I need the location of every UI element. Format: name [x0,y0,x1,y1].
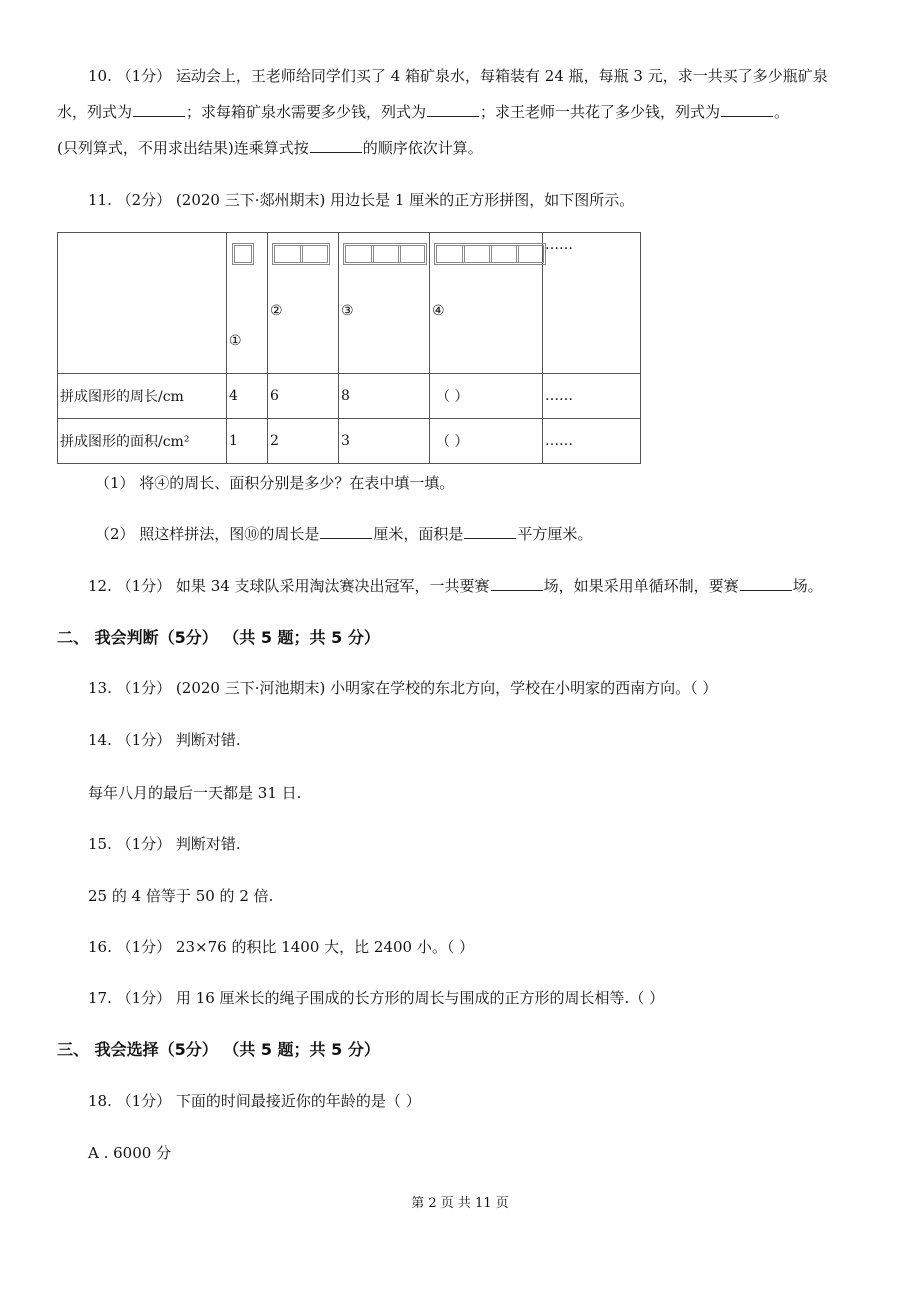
table-cell: 4 [227,374,268,419]
answer-blank[interactable] [721,102,773,117]
answer-blank[interactable] [310,138,362,153]
q11-sub2-part1: （2） 照这样拼法，图⑩的周长是 [95,525,320,543]
q10-line2-part1: 水，列式为 [57,103,133,121]
square-figure-1 [232,243,254,265]
row-label-area: 拼成图形的面积/cm² [58,419,227,464]
answer-blank[interactable] [740,576,792,591]
q13: 13. （1分） (2020 三下·河池期末) 小明家在学校的东北方向，学校在小明家的西南方向。（ ） [88,679,718,697]
answer-blank[interactable] [464,524,516,539]
table-cell: …… [543,419,641,464]
q15-stem: 15. （1分） 判断对错. [88,835,241,853]
q11-stem: 11. （2分） (2020 三下·郯州期末) 用边长是 1 厘米的正方形拼图，如下图所示。 [88,191,635,209]
ellipsis: …… [545,237,573,253]
q17: 17. （1分） 用 16 厘米长的绳子围成的长方形的周长与围成的正方形的周长相等.（ ） [88,989,665,1007]
figure-label-2: ② [270,303,283,319]
table-cell: 1 [227,419,268,464]
table-cell: 6 [268,374,339,419]
q11-sub1: （1） 将④的周长、面积分别是多少？在表中填一填。 [95,474,455,492]
answer-blank[interactable] [320,524,372,539]
q15-body: 25 的 4 倍等于 50 的 2 倍. [88,887,274,905]
q12-part1: 12. （1分） 如果 34 支球队采用淘汰赛决出冠军，一共要赛 [88,577,490,595]
square-figure-2 [272,243,330,265]
q12-part2: 场，如果采用单循环制，要赛 [543,577,739,595]
table-corner-cell [58,233,227,374]
figure-cell-1 [227,233,268,374]
section-heading-2: 二、 我会判断（5分） （共 5 题；共 5 分） [57,628,380,647]
figure-cell-3 [339,233,430,374]
square-figure-3 [343,243,427,265]
q12-part3: 场。 [792,577,823,595]
figure-label-1: ① [229,333,242,349]
figure-cell-2 [268,233,339,374]
q10-line3-part1: (只列算式，不用求出结果)连乘算式按 [57,139,309,157]
q10-line3-part2: 的顺序依次计算。 [362,139,483,157]
q18-option-a[interactable]: A . 6000 分 [88,1144,172,1162]
q11-table [57,232,641,464]
section-heading-3: 三、 我会选择（5分） （共 5 题；共 5 分） [57,1040,380,1059]
answer-cell-perimeter[interactable]: （ ） [430,374,543,419]
q10-line1: 10. （1分） 运动会上，王老师给同学们买了 4 箱矿泉水，每箱装有 24 瓶，每瓶 3 元，求一共买了多少瓶矿泉 [88,67,828,85]
q10-line3 [57,138,483,158]
q10-line2-part4: 。 [774,103,790,121]
answer-blank[interactable] [491,576,543,591]
table-cell: 2 [268,419,339,464]
page-footer: 第 2 页 共 11 页 [411,1196,509,1211]
q11-sub2 [95,524,592,544]
figure-label-3: ③ [341,303,354,319]
row-label-perimeter: 拼成图形的周长/cm [58,374,227,419]
answer-cell-area[interactable]: （ ） [430,419,543,464]
q10-line2-part3: ；求王老师一共花了多少钱，列式为 [480,103,721,121]
q12 [88,576,823,596]
q14-stem: 14. （1分） 判断对错. [88,731,241,749]
q10-line2-part2: ；求每箱矿泉水需要多少钱，列式为 [186,103,427,121]
table-cell: …… [543,374,641,419]
q14-body: 每年八月的最后一天都是 31 日. [88,784,302,802]
table-cell: 8 [339,374,430,419]
q10-line2 [57,102,789,122]
answer-blank[interactable] [133,102,185,117]
figure-cell-more [543,233,641,374]
q11-sub2-part2: 厘米，面积是 [373,525,464,543]
q18-stem: 18. （1分） 下面的时间最接近你的年龄的是（ ） [88,1092,421,1110]
figure-cell-4 [430,233,543,374]
q11-sub2-part3: 平方厘米。 [517,525,593,543]
figure-label-4: ④ [432,303,445,319]
answer-blank[interactable] [427,102,479,117]
table-cell: 3 [339,419,430,464]
q16: 16. （1分） 23×76 的积比 1400 大，比 2400 小。（ ） [88,938,475,956]
square-figure-4 [434,243,546,265]
